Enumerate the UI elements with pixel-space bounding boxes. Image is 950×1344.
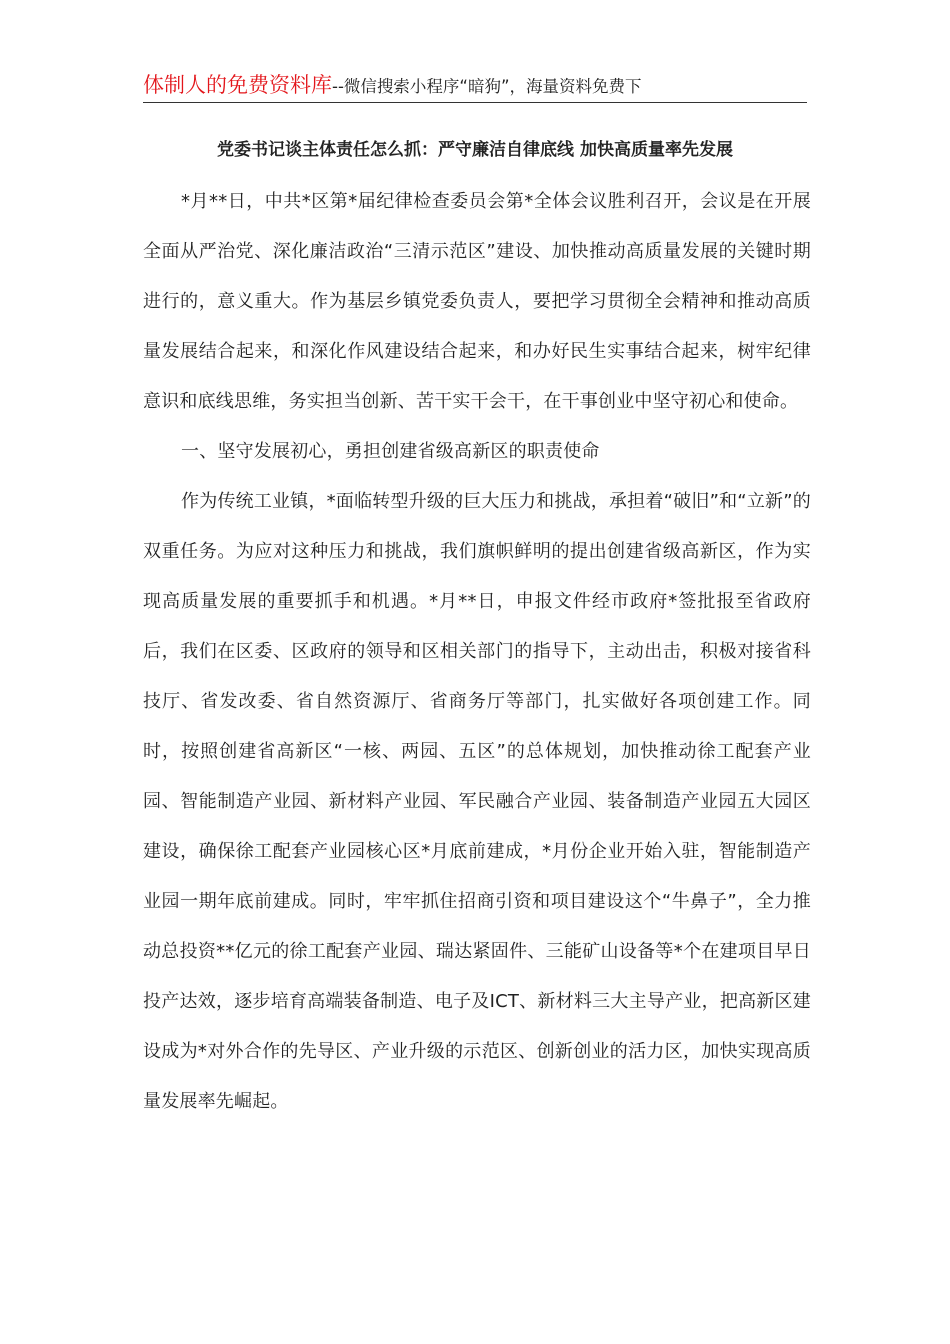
- section-heading-1: 一、坚守发展初心，勇担创建省级高新区的职责使命: [181, 441, 600, 462]
- paragraph-intro: *月**日，中共*区第*届纪律检查委员会第*全体会议胜利召开，会议是在开展全面从严治党、深化廉洁政治“三清示范区”建设、加快推动高质量发展的关键时期进行的，意义重大。作为基层乡镇党委负责人，要把学习贯彻全会精神和推动高质量发展结合起来，和深化作风建设结合起来，和办好民生实事结合起来，树牢纪律意识和底线思维，务实担当创新、苦干实干会干，在干事创业中坚守初心和使命。: [143, 191, 811, 412]
- watermark-header: [143, 68, 807, 103]
- document-title: 党委书记谈主体责任怎么抓：严守廉洁自律底线 加快高质量率先发展: [217, 140, 733, 160]
- header-brand: 体制人的免费资料库: [143, 73, 332, 97]
- header-tagline: --微信搜索小程序“暗狗”，海量资料免费下: [332, 77, 642, 96]
- document-body: [143, 177, 811, 1127]
- paragraph-section-1: 作为传统工业镇，*面临转型升级的巨大压力和挑战，承担着“破旧”和“立新”的双重任务。为应对这种压力和挑战，我们旗帜鲜明的提出创建省级高新区，作为实现高质量发展的重要抓手和机遇。*月**日，申报文件经市政府*签批报至省政府后，我们在区委、区政府的领导和区相关部门的指导下，主动出击，积极对接省科技厅、省发改委、省自然资源厅、省商务厅等部门，扎实做好各项创建工作。同时，按照创建省高新区“一核、两园、五区”的总体规划，加快推动徐工配套产业园、智能制造产业园、新材料产业园、军民融合产业园、装备制造产业园五大园区建设，确保徐工配套产业园核心区*月底前建成，*月份企业开始入驻，智能制造产业园一期年底前建成。同时，牢牢抓住招商引资和项目建设这个“牛鼻子”，全力推动总投资**亿元的徐工配套产业园、瑞达紧固件、三能矿山设备等*个在建项目早日投产达效，逐步培育高端装备制造、电子及ICT、新材料三大主导产业，把高新区建设成为*对外合作的先导区、产业升级的示范区、创新创业的活力区，加快实现高质量发展率先崛起。: [143, 491, 811, 1112]
